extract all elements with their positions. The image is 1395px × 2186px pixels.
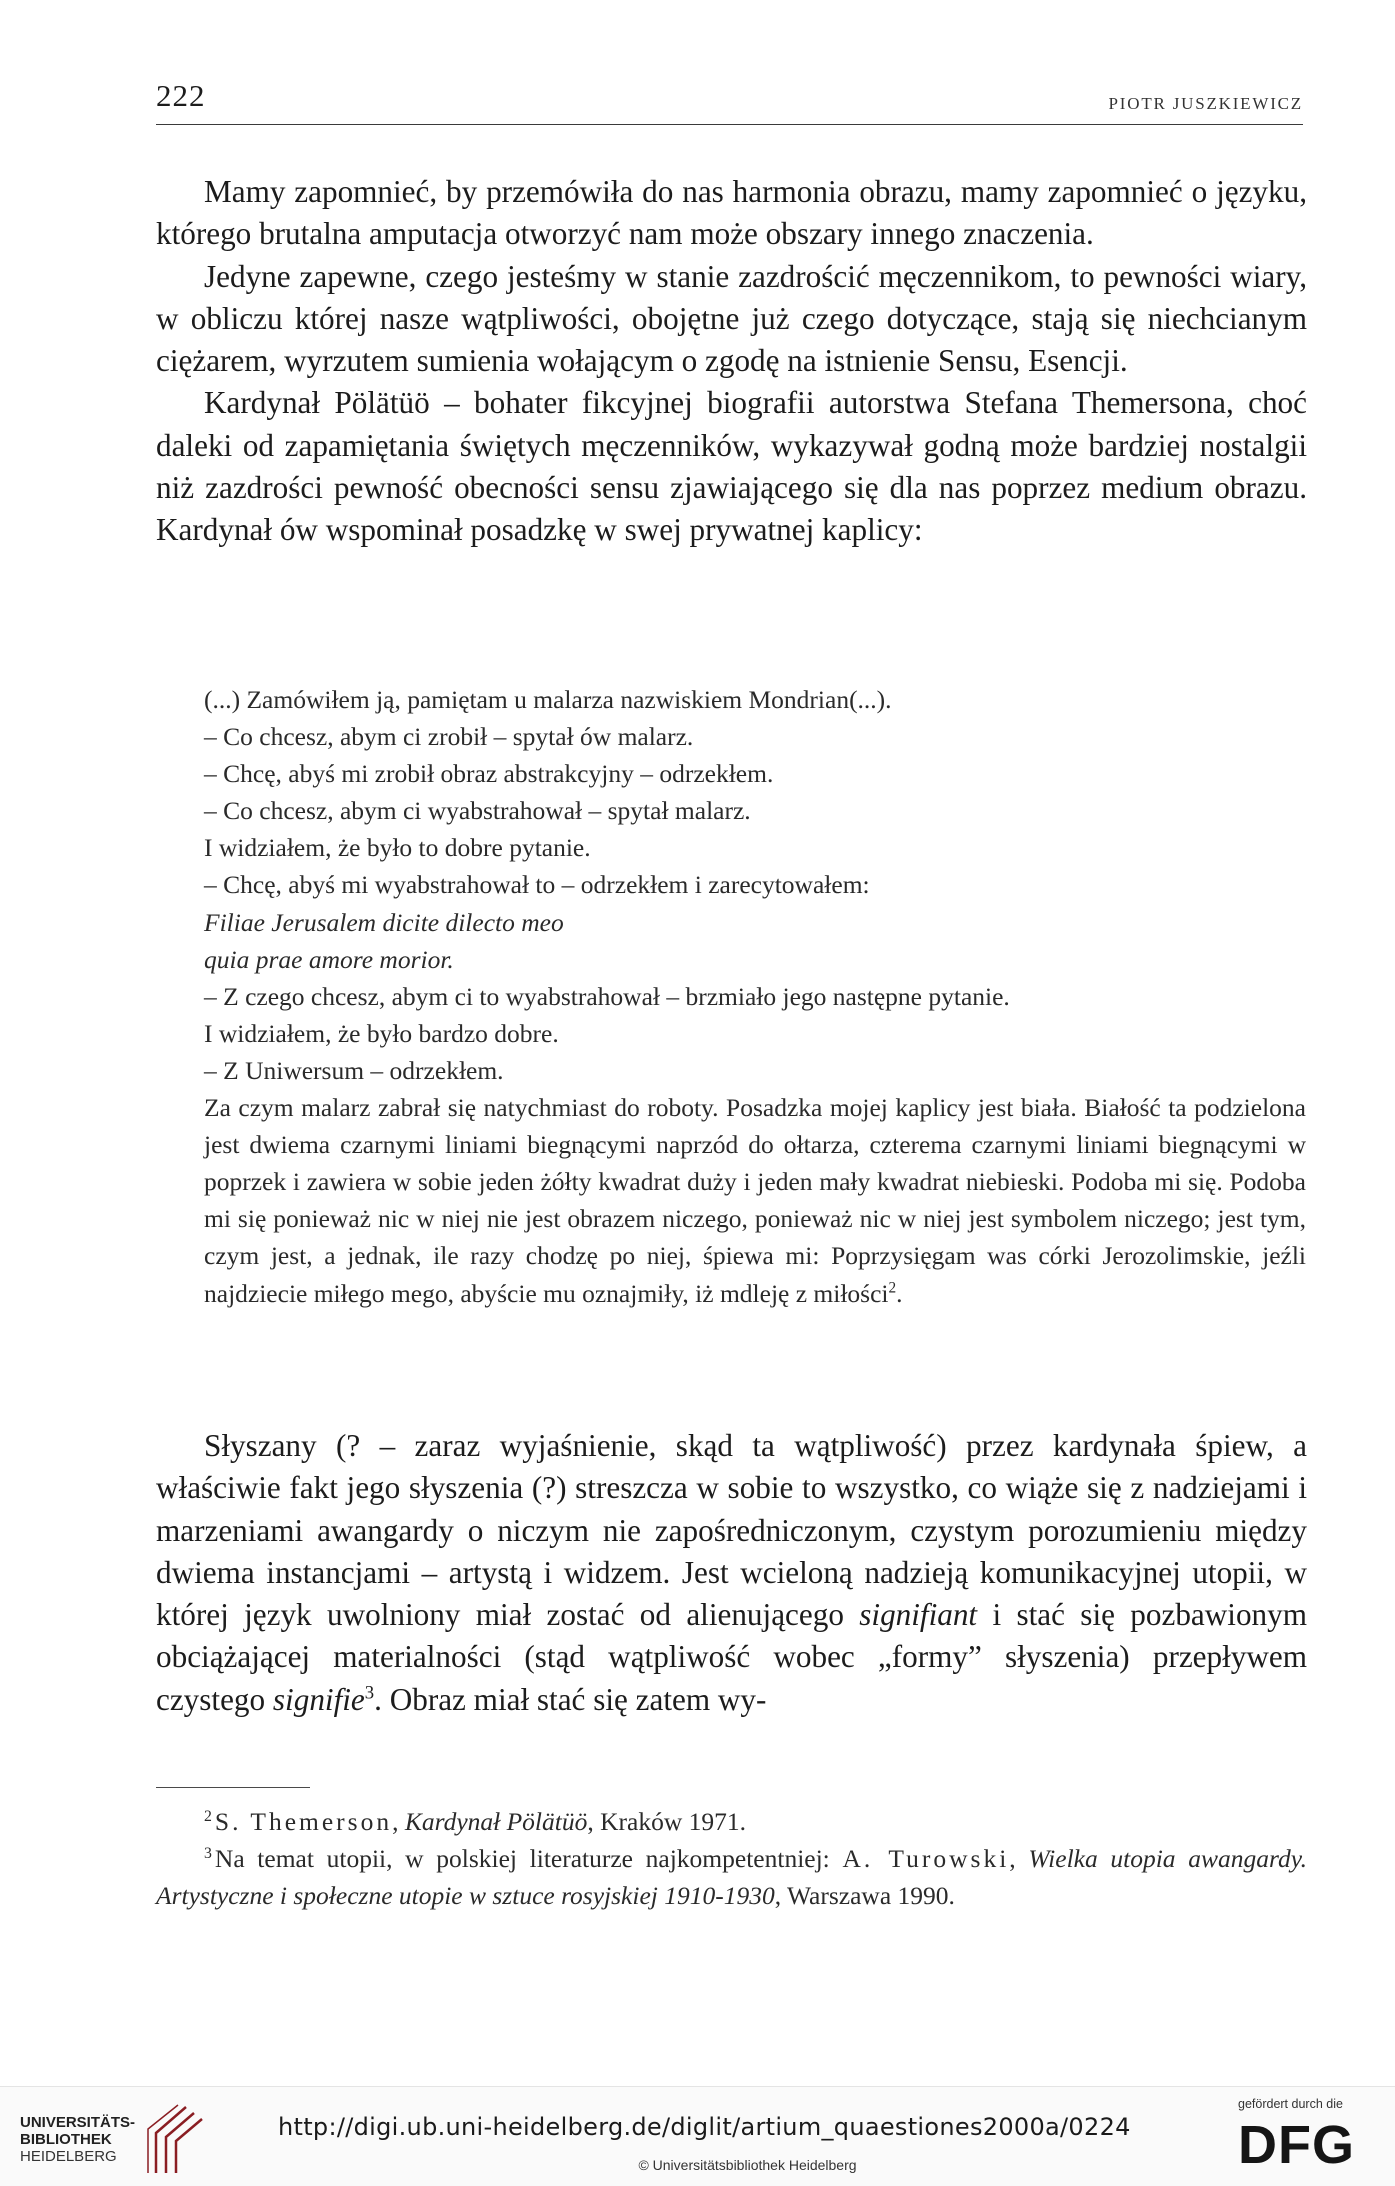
- footnote-2-number: 2: [204, 1807, 212, 1825]
- block-quote: [204, 681, 1306, 1312]
- copyright-notice: © Universitätsbibliothek Heidelberg: [638, 2157, 857, 2173]
- footnote-3-number: 3: [204, 1844, 212, 1862]
- page-number: 222: [156, 78, 206, 113]
- footnote-2-author: S. Themerson: [214, 1807, 393, 1836]
- quote-paragraph: [204, 1089, 1306, 1312]
- quote-line: – Co chcesz, abym ci zrobił – spytał ów malarz.: [204, 722, 694, 752]
- quote-paragraph-end: .: [896, 1278, 903, 1308]
- paragraph-4-text-a: Słyszany (? – zaraz wyjaśnienie, skąd ta wątpliwość) przez kardynała śpiew, a właściwie fakt jego słyszenia (?) streszcza w sobie to wszystko, co wiąże się z nadziejami i marzeniami awangardy o niczym nie zapośredniczonym, czystym porozumieniu między dwiema instancjami – artystą i widzem. Jest wcieloną nadzieją komunikacyjnej utopii, w której język uwolniony miał zostać od alienującego: [156, 1428, 1307, 1633]
- quote-latin-line: Filiae Jerusalem dicite dilecto meo: [204, 907, 564, 937]
- footnotes: [156, 1803, 1307, 1914]
- footnote-ref-2[interactable]: 2: [888, 1279, 897, 1296]
- body-text-upper: [156, 171, 1307, 552]
- quote-line: – Chcę, abyś mi wyabstrahował to – odrzekłem i zarecytowałem:: [204, 870, 870, 900]
- permalink-url[interactable]: http://digi.ub.uni-heidelberg.de/diglit/artium_quaestiones2000a/0224: [278, 2113, 1131, 2141]
- quote-line: – Chcę, abyś mi zrobił obraz abstrakcyjny – odrzekłem.: [204, 759, 774, 789]
- body-text-lower: [156, 1425, 1307, 1721]
- library-footer: [0, 2086, 1395, 2186]
- footnote-3: [156, 1840, 1307, 1914]
- running-head-author: PIOTR JUSZKIEWICZ: [1108, 94, 1303, 113]
- quote-latin-line: quia prae amore morior.: [204, 944, 454, 974]
- footnote-3-author: A. Turowski: [842, 1844, 1010, 1873]
- paragraph-4-text-b: i stać się pozbawionym obciążającej materialności (stąd wątpliwość wobec „formy” słyszenia) przepływem czystego: [156, 1597, 1307, 1717]
- footnote-divider: [156, 1787, 310, 1788]
- footnote-3-title: Wielka utopia awangardy. Artystyczne i społeczne utopie w sztuce rosyjskiej 1910-1930: [156, 1844, 1307, 1910]
- library-name-line: HEIDELBERG: [20, 2148, 117, 2165]
- footnote-2-rest: , Kraków 1971.: [587, 1807, 746, 1836]
- paragraph-2: Jedyne zapewne, czego jesteśmy w stanie zazdrościć męczennikom, to pewności wiary, w obliczu której nasze wątpliwości, obojętne już czego dotyczące, stają się niechcianym ciężarem, wyrzutem sumienia wołającym o zgodę na istnienie Sensu, Esencji.: [156, 258, 1307, 379]
- library-name-line: UNIVERSITÄTS-: [20, 2114, 136, 2131]
- paragraph-4: [156, 1425, 1307, 1721]
- quote-line: – Z Uniwersum – odrzekłem.: [204, 1055, 504, 1085]
- quote-line: – Z czego chcesz, abym ci to wyabstrahował – brzmiało jego następne pytanie.: [204, 981, 1010, 1011]
- term-signifie: signifie: [272, 1681, 365, 1717]
- funding-note: gefördert durch die: [1238, 2097, 1343, 2111]
- footnote-2-title: Kardynał Pölätüö: [404, 1807, 588, 1836]
- quote-line: – Co chcesz, abym ci wyabstrahował – spytał malarz.: [204, 796, 751, 826]
- footnote-2: [156, 1803, 1307, 1840]
- term-signifiant: signifiant: [859, 1597, 978, 1633]
- quote-line: I widziałem, że było bardzo dobre.: [204, 1018, 559, 1048]
- quote-paragraph-text: Za czym malarz zabrał się natychmiast do roboty. Posadzka mojej kaplicy jest biała. Białość ta podzielona jest dwiema czarnymi liniami biegnącymi naprzód do ołtarza, czterema czarnymi liniami biegnącymi w poprzek i zawiera w sobie jeden żółty kwadrat duży i jeden mały kwadrat niebieski. Podoba mi się. Podoba mi się ponieważ nic w niej nie jest obrazem niczego, ponieważ nic w niej jest symbolem niczego; jest tym, czym jest, a jednak, ile razy chodzę po niej, śpiewa mi: Poprzysięgam was córki Jerozolimskie, jeźli najdziecie miłego mego, abyście mu oznajmiły, iż mdleję z miłości: [204, 1093, 1306, 1308]
- paragraph-4-text-c: . Obraz miał stać się zatem wy-: [374, 1681, 767, 1717]
- paragraph-1: Mamy zapomnieć, by przemówiła do nas harmonia obrazu, mamy zapomnieć o języku, którego brutalna amputacja otworzyć nam może obszary innego znaczenia.: [156, 174, 1307, 252]
- quote-line: I widziałem, że było to dobre pytanie.: [204, 833, 591, 863]
- footnote-3-separator: ,: [1009, 1844, 1029, 1873]
- footnote-2-separator: ,: [392, 1807, 405, 1836]
- quote-line: (...) Zamówiłem ją, pamiętam u malarza nazwiskiem Mondrian(...).: [204, 685, 892, 714]
- dfg-logo: DFG: [1238, 2115, 1355, 2175]
- footnote-3-pre: Na temat utopii, w polskiej literaturze najkompetentniej:: [214, 1844, 843, 1873]
- running-head: [156, 78, 1303, 125]
- library-name-line: BIBLIOTHEK: [20, 2131, 112, 2148]
- footnote-ref-3[interactable]: 3: [364, 1682, 375, 1704]
- paragraph-3: Kardynał Pölätüö – bohater fikcyjnej biografii autorstwa Stefana Themersona, choć daleki od zapamiętania świętych męczenników, wykazywał godną może bardziej nostalgii niż zazdrości pewność obecności sensu zjawiającego się dla nas poprzez medium obrazu. Kardynał ów wspominał posadzkę w swej prywatnej kaplicy:: [156, 385, 1307, 548]
- footnote-3-rest: , Warszawa 1990.: [774, 1881, 955, 1910]
